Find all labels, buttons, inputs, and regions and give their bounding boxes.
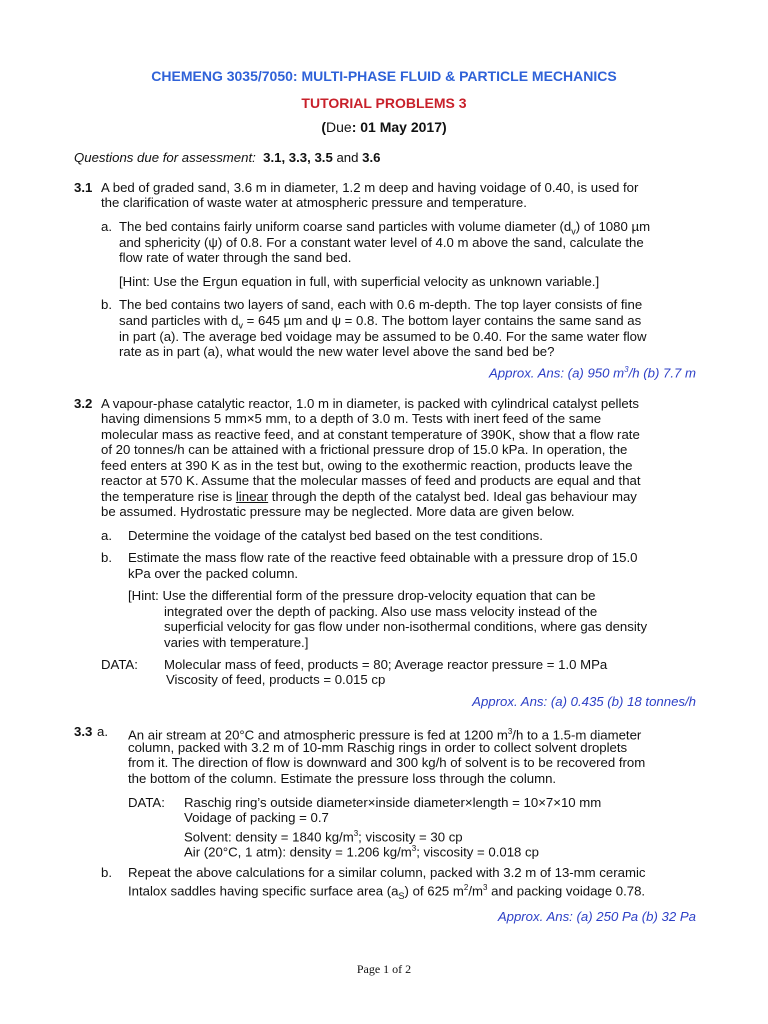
q33-data-label: DATA:	[128, 795, 165, 810]
q32-line: feed enters at 390 K as in the test but, owing to the exothermic reaction, products leave the	[101, 458, 633, 473]
assessment-line	[74, 150, 380, 166]
q31b-line: in part (a). The average bed voidage may be assumed to be 0.40. For the same water flow	[119, 329, 647, 344]
q31a-text: The bed contains fairly uniform coarse sand particles with volume diameter (d	[119, 219, 572, 234]
q31a-text-end: ) of 1080 µm	[575, 219, 651, 234]
q33-answer: Approx. Ans: (a) 250 Pa (b) 32 Pa	[497, 909, 696, 924]
q33a-label: a.	[97, 724, 108, 739]
q32-line	[101, 489, 637, 505]
q32-data: Molecular mass of feed, products = 80; Average reactor pressure = 1.0 MPa	[164, 657, 608, 672]
due-date	[0, 119, 768, 135]
q33b-sub: S	[398, 891, 405, 902]
q33b-sup: 3	[483, 883, 488, 892]
q33-data	[184, 841, 539, 860]
q31-line: the clarification of waste water at atmospheric pressure and temperature.	[101, 195, 527, 210]
q33a-sup: 3	[507, 727, 513, 736]
due-value: : 01 May 2017)	[351, 119, 447, 135]
q31-answer	[489, 365, 696, 380]
q32-hint: superficial velocity for gas flow under non-isothermal conditions, where gas density	[164, 619, 648, 634]
q33-data-sup: 3	[411, 844, 417, 853]
q32b-label: b.	[101, 550, 112, 565]
tutorial-title: TUTORIAL PROBLEMS 3	[301, 95, 467, 111]
q32-number: 3.2	[74, 396, 93, 411]
q31-line: A bed of graded sand, 3.6 m in diameter, 1.2 m deep and having voidage of 0.40, is used for	[101, 180, 639, 195]
assessment-last-question: 3.6	[362, 150, 381, 165]
q33-data: Raschig ring’s outside diameter×inside diameter×length = 10×7×10 mm	[184, 795, 602, 810]
assessment-questions: 3.1, 3.3, 3.5	[263, 150, 333, 165]
q32-answer: Approx. Ans: (a) 0.435 (b) 18 tonnes/h	[472, 694, 696, 709]
q32-line: having dimensions 5 mm×5 mm, to a depth of 3.0 m. Tests with inert feed of the same	[101, 411, 602, 426]
q31b-sub: v	[238, 320, 243, 331]
q31a-label: a.	[101, 219, 112, 234]
q32-line: A vapour-phase catalytic reactor, 1.0 m in diameter, is packed with cylindrical catalyst pellets	[101, 396, 640, 411]
q31b-line: rate as in part (a), what would the new water level above the sand bed be?	[119, 344, 555, 359]
q33a-line: from it. The direction of flow is downward and 300 kg/h of solvent is to be recovered from	[128, 755, 646, 770]
q32-line: of 20 tonnes/h can be attained with a frictional pressure drop of 15.0 kPa. In operation, the	[101, 442, 628, 457]
q33b-line: Repeat the above calculations for a similar column, packed with 3.2 m of 13-mm ceramic	[128, 865, 646, 880]
q31-answer-sup: 3	[624, 365, 629, 374]
q33a-text: An air stream at 20°C and atmospheric pressure is fed at 1200 m	[128, 727, 508, 743]
q31b-text-end: = 645 µm and ψ = 0.8. The bottom layer contains the same sand as	[242, 313, 642, 328]
q31-number: 3.1	[74, 180, 93, 195]
assessment-and: and	[336, 150, 359, 165]
q32b-line: kPa over the packed column.	[128, 566, 299, 581]
q33-data-text: Air (20°C, 1 atm): density = 1.206 kg/m	[184, 844, 412, 860]
due-open: (	[321, 119, 327, 135]
q33b-text-mid: ) of 625 m	[404, 883, 464, 899]
due-label: Due	[326, 119, 352, 135]
q32-data: Viscosity of feed, products = 0.015 cp	[166, 672, 386, 687]
q33b-line	[128, 880, 645, 904]
q33-number: 3.3	[74, 724, 93, 739]
q31b-text: sand particles with d	[119, 313, 239, 328]
page-number: Page 1 of 2	[356, 962, 412, 976]
q33-data: Voidage of packing = 0.7	[184, 810, 329, 825]
q33-data-text-end: ; viscosity = 30 cp	[358, 829, 463, 845]
q31a-line: flow rate of water through the sand bed.	[119, 250, 352, 265]
q31b-line: The bed contains two layers of sand, each with 0.6 m-depth. The top layer consists of fine	[119, 297, 643, 312]
q31b-label: b.	[101, 297, 112, 312]
q32-hint: varies with temperature.]	[164, 635, 309, 650]
assessment-lead: Questions due for assessment:	[74, 150, 256, 165]
q32-line: molecular mass as reactive feed, and at constant temperature of 390K, show that a flow rate	[101, 427, 640, 442]
q31a-line: and sphericity (ψ) of 0.8. For a constant water level of 4.0 m above the sand, calculate the	[119, 235, 644, 250]
q32a-line: Determine the voidage of the catalyst bed based on the test conditions.	[128, 528, 543, 543]
q33-data-sup: 3	[353, 829, 359, 838]
q32a-label: a.	[101, 528, 112, 543]
q33a-line: column, packed with 3.2 m of 10-mm Raschig rings in order to collect solvent droplets	[128, 740, 628, 755]
q32-data-label: DATA:	[101, 657, 138, 672]
course-title: CHEMENG 3035/7050: MULTI-PHASE FLUID & PARTICLE MECHANICS	[151, 68, 617, 84]
q31-answer-text: Approx. Ans: (a) 950 m	[489, 365, 625, 381]
q33-data-text-end: ; viscosity = 0.018 cp	[416, 844, 539, 860]
q33-data-text: Solvent: density = 1840 kg/m	[184, 829, 354, 845]
q32-line: reactor at 570 K. Assume that the molecular masses of feed and products are equal and that	[101, 473, 641, 488]
q32-line: be assumed. Hydrostatic pressure may be neglected. More data are given below.	[101, 504, 575, 519]
q32-text-end: through the depth of the catalyst bed. Ideal gas behaviour may	[268, 489, 637, 504]
q33a-line: the bottom of the column. Estimate the pressure loss through the column.	[128, 771, 557, 786]
q31a-sub: v	[571, 226, 576, 237]
q32-text: the temperature rise is	[101, 489, 236, 504]
q31-answer-end: /h (b) 7.7 m	[628, 365, 696, 381]
q32-hint: integrated over the depth of packing. Also use mass velocity instead of the	[164, 604, 598, 619]
q33a-text-end: /h to a 1.5-m diameter	[512, 727, 642, 743]
q33b-slash: /m	[468, 883, 483, 899]
q32-underlined: linear	[235, 489, 269, 504]
q33b-label: b.	[101, 865, 112, 880]
q33b-text: Intalox saddles having specific surface area (a	[128, 883, 399, 899]
q31a-hint: [Hint: Use the Ergun equation in full, with superficial velocity as unknown variable.]	[119, 274, 600, 289]
q32-hint: [Hint: Use the differential form of the pressure drop-velocity equation that can be	[128, 588, 596, 603]
q33b-text-end: and packing voidage 0.78.	[487, 883, 646, 899]
q32b-line: Estimate the mass flow rate of the reactive feed obtainable with a pressure drop of 15.0	[128, 550, 638, 565]
q33b-sup: 2	[463, 883, 469, 892]
